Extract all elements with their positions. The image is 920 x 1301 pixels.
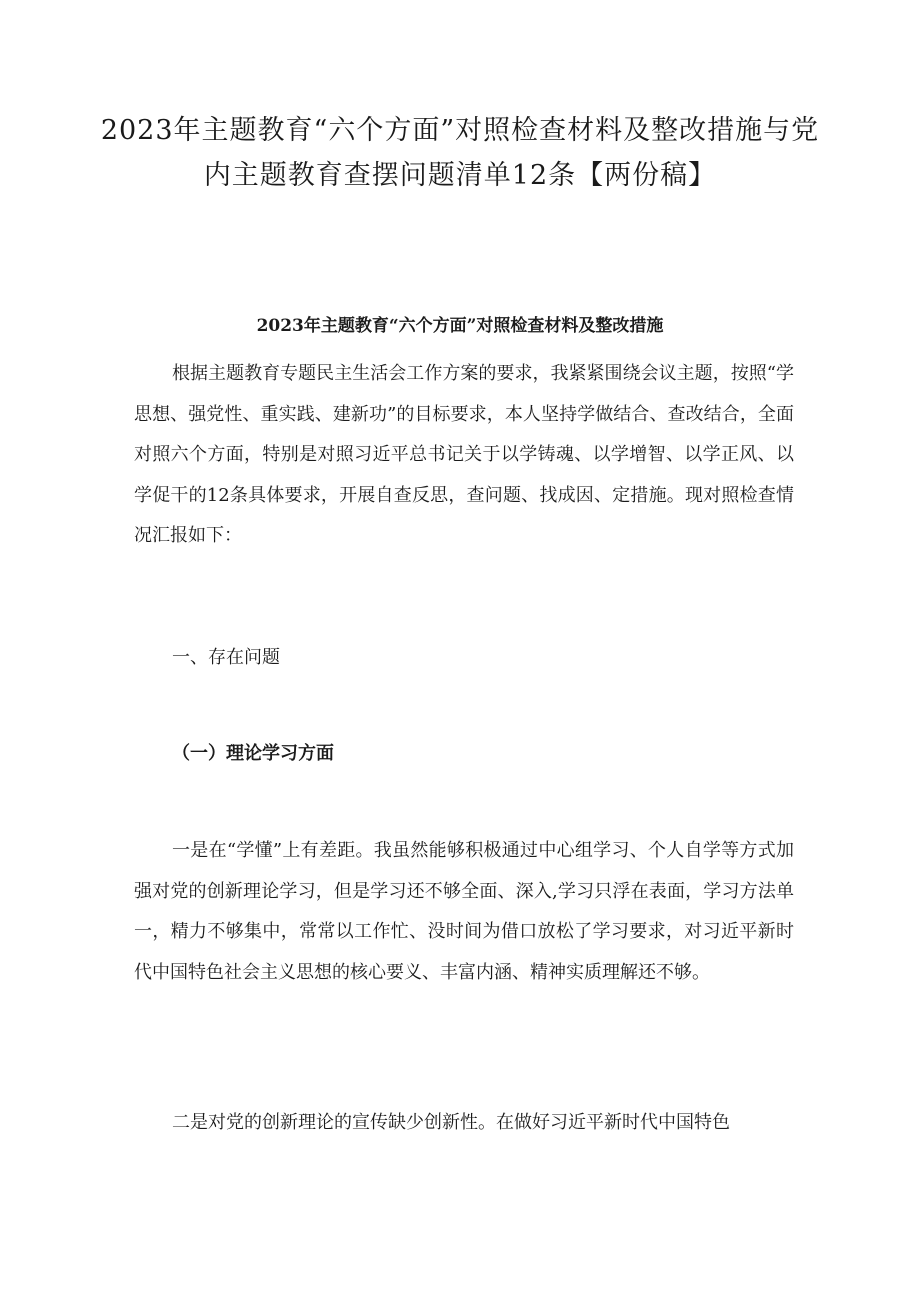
subsection-heading: （一）理论学习方面 xyxy=(172,743,334,764)
point-two-paragraph: 二是对党的创新理论的宣传缺少创新性。在做好习近平新时代中国特色 xyxy=(172,1112,730,1133)
point-one-paragraph: 一是在“学懂”上有差距。我虽然能够积极通过中心组学习、个人自学等方式加强对党的创新理论学习，但是学习还不够全面、深入,学习只浮在表面，学习方法单一，精力不够集中，常常以工作忙、没时间为借口放松了学习要求，对习近平新时代中国特色社会主义思想的核心要义、丰富内涵、精神实质理解还不够。 xyxy=(134,840,794,983)
section-heading: 一、存在问题 xyxy=(172,647,280,668)
document-subtitle: 2023年主题教育“六个方面”对照检查材料及整改措施 xyxy=(256,316,664,336)
intro-paragraph: 根据主题教育专题民主生活会工作方案的要求，我紧紧围绕会议主题，按照“学思想、强党性、重实践、建新功”的目标要求，本人坚持学做结合、查改结合，全面对照六个方面，特别是对照习近平总书记关于以学铸魂、以学增智、以学正风、以学促干的12条具体要求，开展自查反思，查问题、找成因、定措施。现对照检查情况汇报如下： xyxy=(134,363,794,546)
document-title: 2023年主题教育“六个方面”对照检查材料及整改措施与党内主题教育查摆问题清单12条【两份稿】 xyxy=(100,115,820,191)
